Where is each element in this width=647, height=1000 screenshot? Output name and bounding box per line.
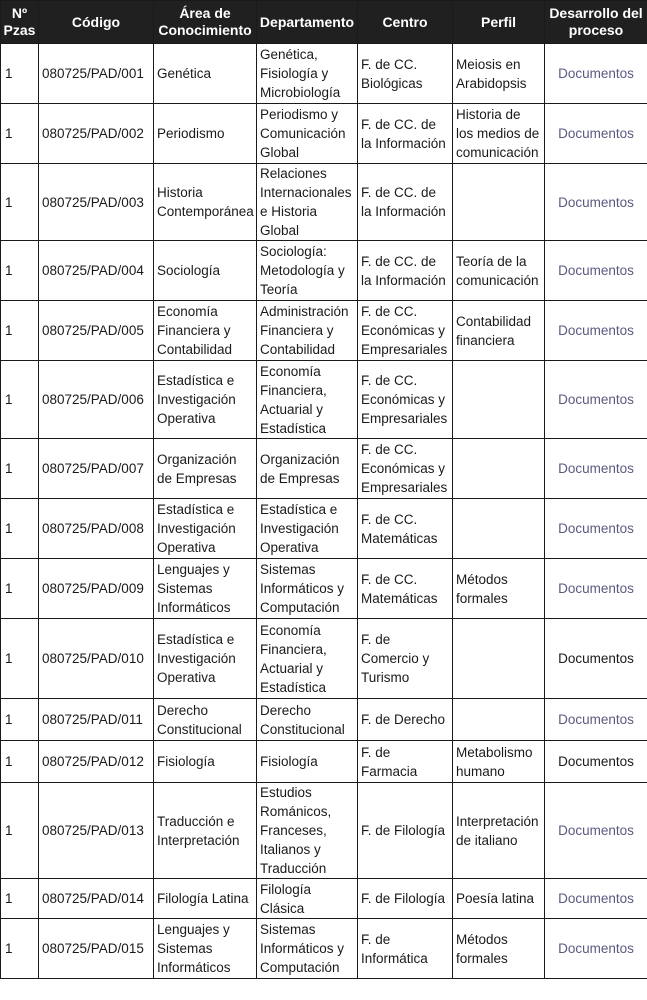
cell-codigo: 080725/PAD/006 — [39, 361, 154, 439]
cell-area: Genética — [154, 44, 257, 104]
documentos-link[interactable]: Documentos — [558, 754, 634, 769]
header-desarrollo: Desarrollo del proceso — [545, 1, 647, 44]
cell-codigo: 080725/PAD/010 — [39, 619, 154, 699]
header-area: Área de Conocimiento — [154, 1, 257, 44]
cell-pzas: 1 — [1, 301, 39, 361]
cell-desarrollo — [545, 879, 647, 919]
documentos-link[interactable]: Documentos — [558, 941, 634, 956]
table-row — [1, 499, 647, 559]
cell-pzas: 1 — [1, 619, 39, 699]
cell-pzas: 1 — [1, 559, 39, 619]
cell-departamento: Derecho Constitucional — [257, 699, 358, 741]
cell-perfil: Metabolismo humano — [453, 741, 545, 783]
header-row — [1, 1, 647, 44]
cell-area: Estadística e Investigación Operativa — [154, 499, 257, 559]
cell-departamento: Sociología: Metodología y Teoría — [257, 241, 358, 301]
table-row — [1, 301, 647, 361]
cell-codigo: 080725/PAD/015 — [39, 919, 154, 979]
table-row — [1, 879, 647, 919]
cell-area: Filología Latina — [154, 879, 257, 919]
cell-desarrollo — [545, 699, 647, 741]
cell-departamento: Estadística e Investigación Operativa — [257, 499, 358, 559]
cell-departamento: Organización de Empresas — [257, 439, 358, 499]
cell-departamento: Filología Clásica — [257, 879, 358, 919]
cell-codigo: 080725/PAD/001 — [39, 44, 154, 104]
cell-desarrollo — [545, 241, 647, 301]
cell-centro: F. de CC. de la Información — [358, 164, 453, 241]
cell-codigo: 080725/PAD/005 — [39, 301, 154, 361]
header-departamento: Departamento — [257, 1, 358, 44]
cell-perfil — [453, 439, 545, 499]
cell-perfil: Contabilidad financiera — [453, 301, 545, 361]
cell-desarrollo — [545, 499, 647, 559]
cell-codigo: 080725/PAD/007 — [39, 439, 154, 499]
cell-codigo: 080725/PAD/009 — [39, 559, 154, 619]
cell-codigo: 080725/PAD/003 — [39, 164, 154, 241]
table-row — [1, 164, 647, 241]
cell-area: Derecho Constitucional — [154, 699, 257, 741]
documentos-link[interactable]: Documentos — [558, 891, 634, 906]
cell-perfil — [453, 499, 545, 559]
cell-perfil: Meiosis en Arabidopsis — [453, 44, 545, 104]
cell-codigo: 080725/PAD/008 — [39, 499, 154, 559]
cell-pzas: 1 — [1, 44, 39, 104]
cell-area: Organización de Empresas — [154, 439, 257, 499]
cell-desarrollo — [545, 741, 647, 783]
cell-codigo: 080725/PAD/011 — [39, 699, 154, 741]
table-row — [1, 241, 647, 301]
documentos-link[interactable]: Documentos — [558, 823, 634, 838]
cell-area: Estadística e Investigación Operativa — [154, 619, 257, 699]
cell-centro: F. de Comercio y Turismo — [358, 619, 453, 699]
cell-desarrollo — [545, 783, 647, 879]
cell-centro: F. de CC. Económicas y Empresariales — [358, 361, 453, 439]
cell-desarrollo — [545, 361, 647, 439]
documentos-link[interactable]: Documentos — [558, 263, 634, 278]
cell-centro: F. de CC. de la Información — [358, 241, 453, 301]
cell-area: Traducción e Interpretación — [154, 783, 257, 879]
cell-desarrollo — [545, 301, 647, 361]
cell-pzas: 1 — [1, 783, 39, 879]
documentos-link[interactable]: Documentos — [558, 194, 634, 210]
cell-area: Periodismo — [154, 104, 257, 164]
cell-departamento: Periodismo y Comunicación Global — [257, 104, 358, 164]
cell-pzas: 1 — [1, 241, 39, 301]
cell-pzas: 1 — [1, 879, 39, 919]
documentos-link[interactable]: Documentos — [558, 521, 634, 536]
cell-area: Estadística e Investigación Operativa — [154, 361, 257, 439]
cell-pzas: 1 — [1, 699, 39, 741]
cell-departamento: Economía Financiera, Actuarial y Estadística — [257, 619, 358, 699]
table-row — [1, 559, 647, 619]
cell-desarrollo — [545, 559, 647, 619]
documentos-link[interactable]: Documentos — [558, 66, 634, 81]
cell-centro: F. de Filología — [358, 879, 453, 919]
cell-departamento: Sistemas Informáticos y Computación — [257, 559, 358, 619]
documentos-link[interactable]: Documentos — [558, 126, 634, 141]
header-pzas: Nº Pzas — [1, 1, 39, 44]
table-row — [1, 104, 647, 164]
cell-codigo: 080725/PAD/014 — [39, 879, 154, 919]
cell-centro: F. de CC. Biológicas — [358, 44, 453, 104]
cell-codigo: 080725/PAD/002 — [39, 104, 154, 164]
cell-desarrollo — [545, 164, 647, 241]
cell-centro: F. de Filología — [358, 783, 453, 879]
cell-departamento: Estudios Románicos, Franceses, Italianos y Traducción — [257, 783, 358, 879]
table-row — [1, 361, 647, 439]
table-row — [1, 919, 647, 979]
cell-pzas: 1 — [1, 439, 39, 499]
cell-centro: F. de Derecho — [358, 699, 453, 741]
cell-departamento: Sistemas Informáticos y Computación — [257, 919, 358, 979]
cell-perfil: Métodos formales — [453, 919, 545, 979]
cell-perfil: Métodos formales — [453, 559, 545, 619]
table-row — [1, 783, 647, 879]
cell-centro: F. de CC. Económicas y Empresariales — [358, 439, 453, 499]
cell-codigo: 080725/PAD/013 — [39, 783, 154, 879]
documentos-link[interactable]: Documentos — [558, 651, 634, 666]
documentos-link[interactable]: Documentos — [558, 323, 634, 338]
documentos-link[interactable]: Documentos — [558, 392, 634, 407]
cell-area: Lenguajes y Sistemas Informáticos — [154, 559, 257, 619]
cell-pzas: 1 — [1, 741, 39, 783]
cell-pzas: 1 — [1, 919, 39, 979]
header-codigo: Código — [39, 1, 154, 44]
cell-perfil — [453, 619, 545, 699]
cell-centro: F. de CC. Matemáticas — [358, 499, 453, 559]
cell-codigo: 080725/PAD/012 — [39, 741, 154, 783]
header-perfil: Perfil — [453, 1, 545, 44]
cell-perfil — [453, 164, 545, 241]
cell-desarrollo — [545, 44, 647, 104]
table-row — [1, 699, 647, 741]
cell-area: Lenguajes y Sistemas Informáticos — [154, 919, 257, 979]
cell-departamento: Genética, Fisiología y Microbiología — [257, 44, 358, 104]
cell-area: Economía Financiera y Contabilidad — [154, 301, 257, 361]
cell-departamento: Relaciones Internacionales e Historia Global — [257, 164, 358, 241]
cell-departamento: Economía Financiera, Actuarial y Estadística — [257, 361, 358, 439]
documentos-link[interactable]: Documentos — [558, 581, 634, 596]
cell-desarrollo — [545, 104, 647, 164]
cell-pzas: 1 — [1, 499, 39, 559]
table-row — [1, 741, 647, 783]
table-row — [1, 44, 647, 104]
header-centro: Centro — [358, 1, 453, 44]
cell-desarrollo — [545, 619, 647, 699]
cell-centro: F. de CC. de la Información — [358, 104, 453, 164]
cell-pzas: 1 — [1, 104, 39, 164]
cell-area: Sociología — [154, 241, 257, 301]
cell-area: Fisiología — [154, 741, 257, 783]
cell-area: Historia Contemporánea — [154, 164, 257, 241]
table-row — [1, 439, 647, 499]
cell-desarrollo — [545, 919, 647, 979]
cell-departamento: Administración Financiera y Contabilidad — [257, 301, 358, 361]
cell-perfil: Historia de los medios de comunicación — [453, 104, 545, 164]
cell-perfil — [453, 361, 545, 439]
documentos-link[interactable]: Documentos — [558, 461, 634, 476]
cell-perfil: Teoría de la comunicación — [453, 241, 545, 301]
cell-centro: F. de Informática — [358, 919, 453, 979]
cell-centro: F. de CC. Matemáticas — [358, 559, 453, 619]
cell-departamento: Fisiología — [257, 741, 358, 783]
cell-pzas: 1 — [1, 361, 39, 439]
cell-perfil — [453, 699, 545, 741]
cell-desarrollo — [545, 439, 647, 499]
cell-centro: F. de CC. Económicas y Empresariales — [358, 301, 453, 361]
cell-centro: F. de Farmacia — [358, 741, 453, 783]
cell-codigo: 080725/PAD/004 — [39, 241, 154, 301]
cell-perfil: Poesía latina — [453, 879, 545, 919]
table-row — [1, 619, 647, 699]
cell-pzas: 1 — [1, 164, 39, 241]
documentos-link[interactable]: Documentos — [558, 712, 634, 727]
cell-perfil: Interpretación de italiano — [453, 783, 545, 879]
